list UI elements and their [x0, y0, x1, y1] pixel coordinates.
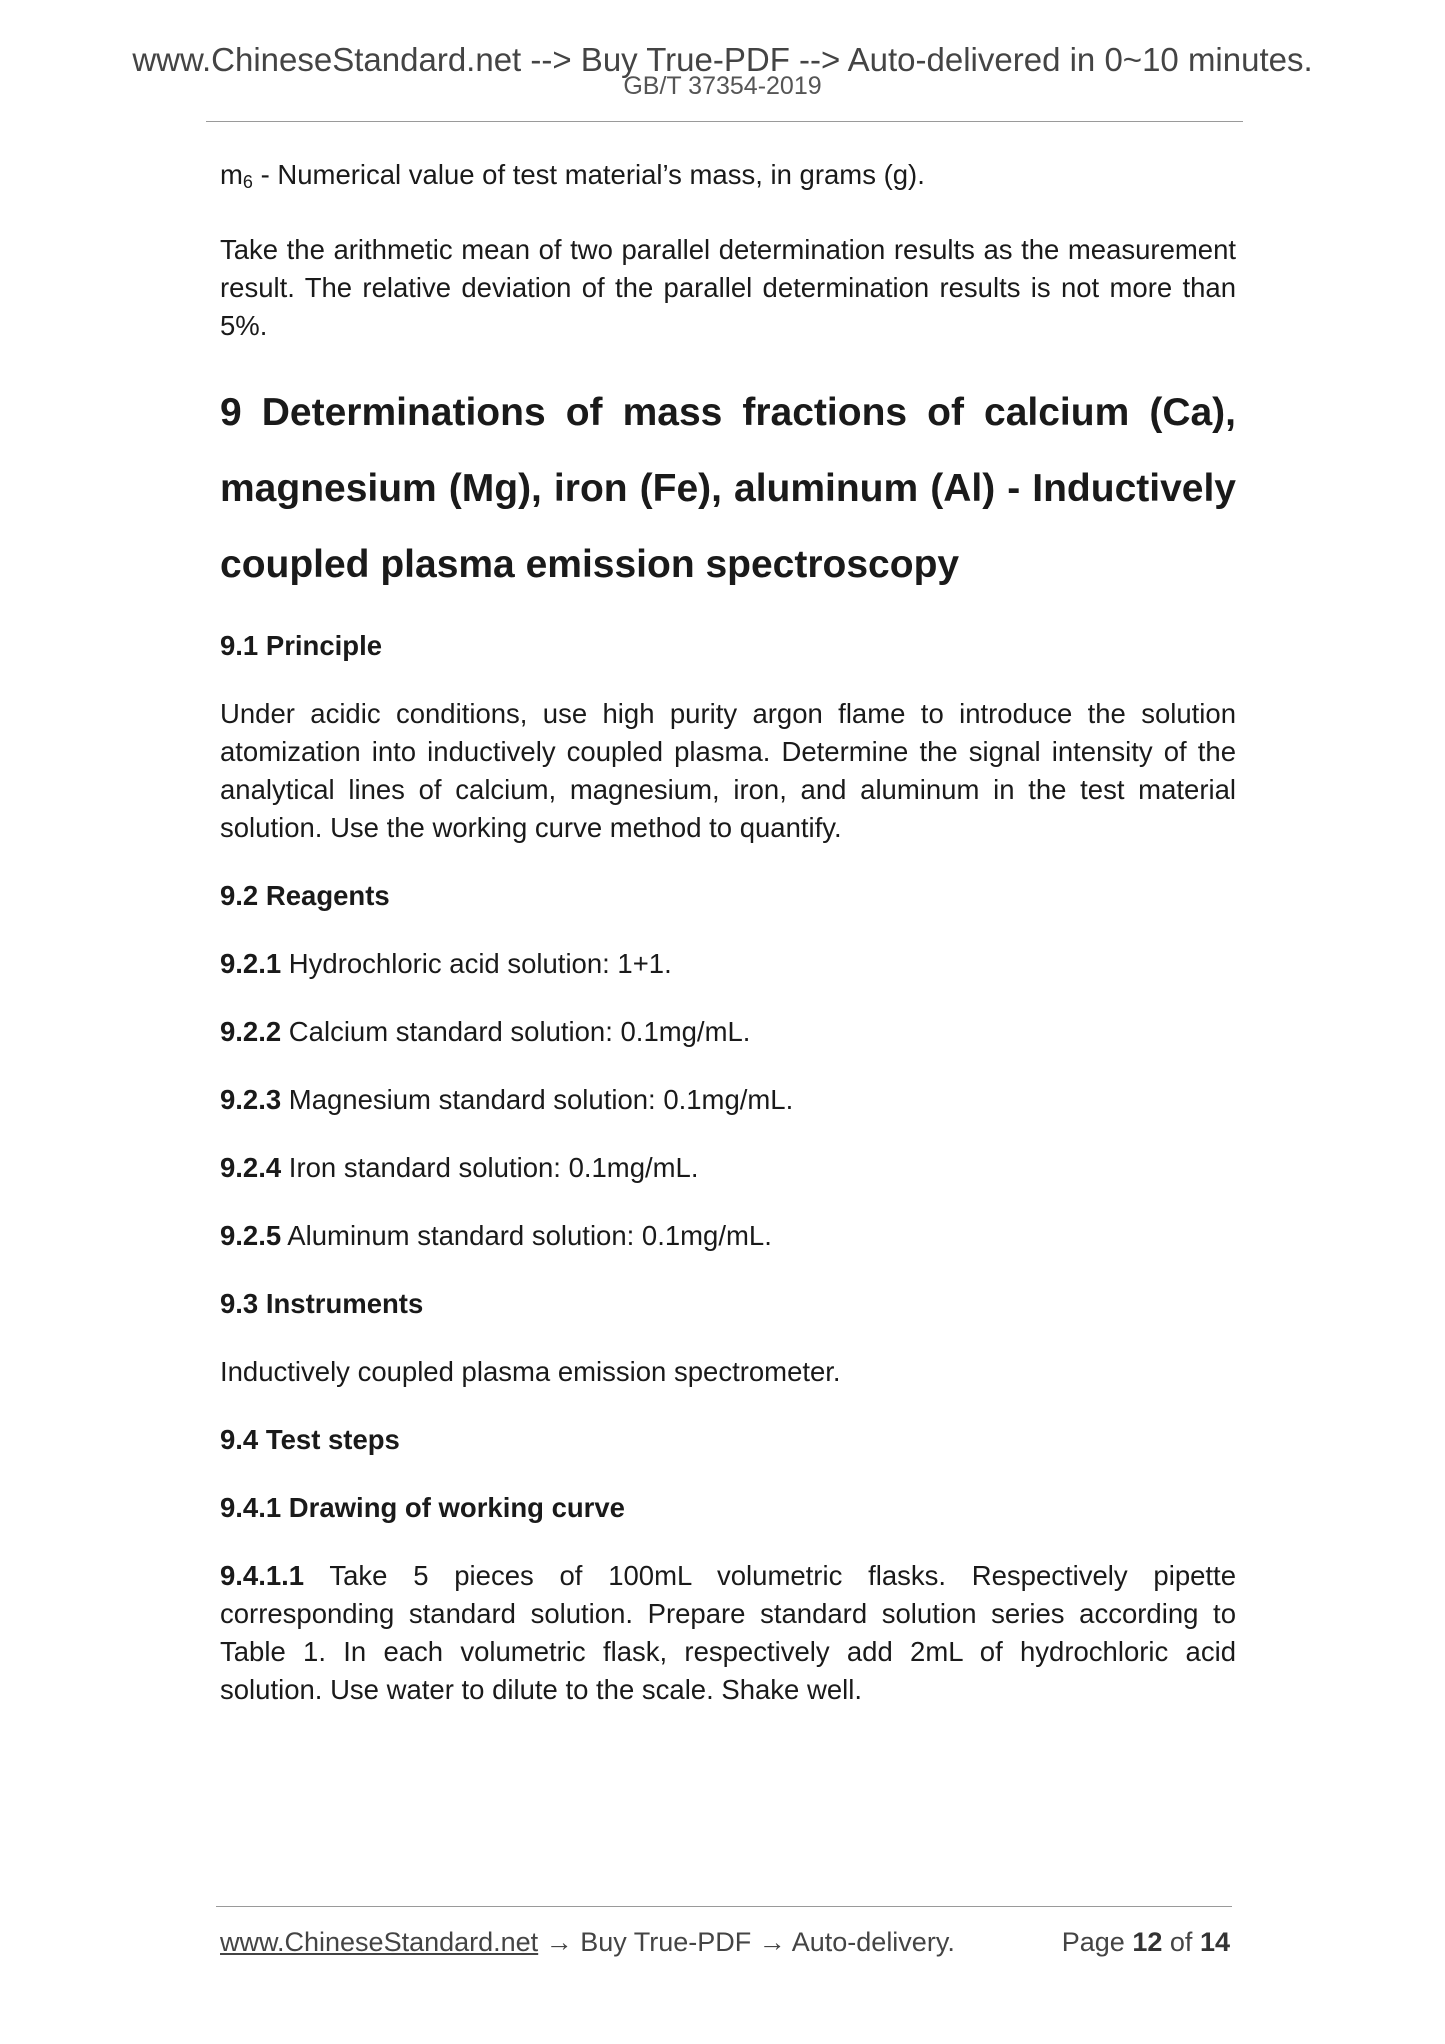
reagent-text: Calcium standard solution: 0.1mg/mL.	[281, 1016, 751, 1047]
principle-paragraph: Under acidic conditions, use high purity argon flame to introduce the solution atomization into inductively coupled plasma. Determine the signal intensity of the analytical lines of calcium, magnesium, iron, and aluminum in the test material solution. Use the working curve method to quantify.	[220, 698, 1236, 843]
section-9-4-1-heading: 9.4.1 Drawing of working curve	[220, 1492, 625, 1523]
m6-symbol: m	[220, 159, 243, 190]
reagent-item	[220, 1149, 1236, 1187]
reagent-text: Hydrochloric acid solution: 1+1.	[281, 948, 672, 979]
mean-paragraph: Take the arithmetic mean of two parallel determination results as the measurement result. The relative deviation of the parallel determination results is not more than 5%.	[220, 234, 1236, 341]
site-link[interactable]: www.ChineseStandard.net	[220, 1927, 539, 1957]
step-9-4-1-1	[220, 1557, 1236, 1709]
reagent-item	[220, 945, 1236, 983]
reagent-number: 9.2.4	[220, 1152, 282, 1183]
reagent-number: 9.2.2	[220, 1016, 282, 1047]
reagent-text: Aluminum standard solution: 0.1mg/mL.	[281, 1220, 772, 1251]
section-9-3-heading: 9.3 Instruments	[220, 1288, 424, 1319]
m6-definition	[220, 156, 1236, 201]
step-text: Take 5 pieces of 100mL volumetric flasks. Respectively pipette corresponding standard solution. Prepare standard solution series according to Table 1. In each volumetric flask, respectively add 2mL of hydrochloric acid solution. Use water to dilute to the scale. Shake well.	[220, 1560, 1236, 1705]
section-9-1-heading: 9.1 Principle	[220, 630, 383, 661]
of-word: of	[1169, 1927, 1193, 1957]
total-pages: 14	[1199, 1927, 1230, 1957]
current-page: 12	[1132, 1927, 1163, 1957]
page-indicator	[1062, 1924, 1230, 1960]
section-9-4-heading: 9.4 Test steps	[220, 1424, 400, 1455]
step-number: 9.4.1.1	[220, 1560, 305, 1591]
m6-subscript: 6	[242, 172, 253, 192]
reagent-item	[220, 1081, 1236, 1119]
document-number: GB/T 37354-2019	[623, 72, 822, 100]
footer-tagline: → Buy True-PDF → Auto-delivery.	[538, 1927, 955, 1957]
reagent-number: 9.2.5	[220, 1220, 282, 1251]
reagent-item	[220, 1217, 1236, 1255]
reagent-number: 9.2.3	[220, 1084, 282, 1115]
site-banner: www.ChineseStandard.net --> Buy True-PDF --> Auto-delivered in 0~10 minutes.	[132, 41, 1313, 78]
reagent-number: 9.2.1	[220, 948, 282, 979]
footer	[220, 1924, 955, 1960]
instruments-paragraph: Inductively coupled plasma emission spectrometer.	[220, 1356, 841, 1387]
m6-text: - Numerical value of test material’s mass, in grams (g).	[252, 159, 925, 190]
page-content	[220, 156, 1236, 1739]
section-9-2-heading: 9.2 Reagents	[220, 880, 390, 911]
reagent-item	[220, 1013, 1236, 1051]
footer-divider	[216, 1906, 1232, 1907]
page-word: Page	[1061, 1927, 1125, 1957]
reagent-text: Iron standard solution: 0.1mg/mL.	[281, 1152, 699, 1183]
reagent-text: Magnesium standard solution: 0.1mg/mL.	[281, 1084, 794, 1115]
header-divider	[206, 121, 1243, 122]
section-9-title: 9 Determinations of mass fractions of calcium (Ca), magnesium (Mg), iron (Fe), aluminum (Al) - Inductively coupled plasma emission spectroscopy	[220, 391, 1236, 586]
